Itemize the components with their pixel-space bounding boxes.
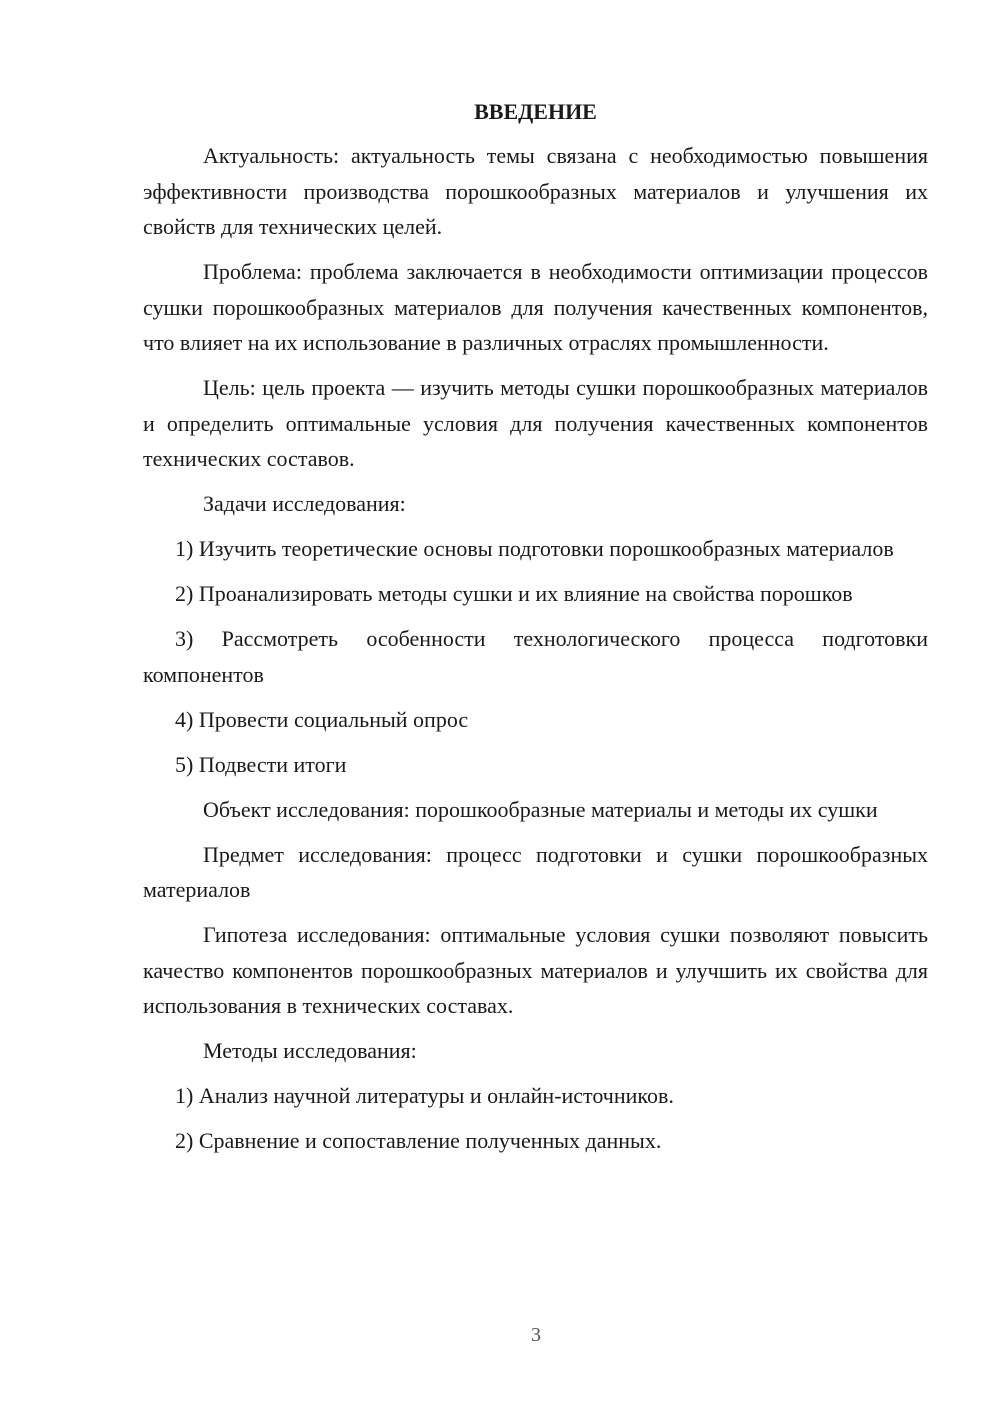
- task-item-1: 1) Изучить теоретические основы подготовки порошкообразных материалов: [175, 536, 894, 561]
- goal-paragraph: Цель: цель проекта — изучить методы сушки порошкообразных материалов и определить оптимальные условия для получения качественных компонентов технических составов.: [143, 375, 928, 471]
- page-number: 3: [531, 1324, 541, 1346]
- relevance-paragraph: Актуальность: актуальность темы связана с необходимостью повышения эффективности производства порошкообразных материалов и улучшения их свойств для технических целей.: [143, 143, 928, 239]
- method-item-2: 2) Сравнение и сопоставление полученных данных.: [175, 1128, 662, 1153]
- method-item-1: 1) Анализ научной литературы и онлайн-источников.: [175, 1083, 674, 1108]
- page-title: ВВЕДЕНИЕ: [474, 99, 597, 124]
- methods-heading: Методы исследования:: [203, 1038, 417, 1063]
- object-paragraph: Объект исследования: порошкообразные материалы и методы их сушки: [203, 796, 878, 822]
- document-page: [143, 94, 928, 1168]
- tasks-heading: Задачи исследования:: [203, 491, 406, 516]
- task-item-5: 5) Подвести итоги: [175, 751, 347, 777]
- task-item-2: 2) Проанализировать методы сушки и их влияние на свойства порошков: [175, 581, 853, 606]
- hypothesis-paragraph: Гипотеза исследования: оптимальные условия сушки позволяют повысить качество компонентов порошкообразных материалов и улучшить их свойства для использования в технических составах.: [143, 922, 928, 1018]
- problem-paragraph: Проблема: проблема заключается в необходимости оптимизации процессов сушки порошкообразных материалов для получения качественных компонентов, что влияет на их использование в различных отраслях промышленности.: [143, 259, 928, 355]
- task-item-4: 4) Провести социальный опрос: [175, 706, 469, 732]
- subject-paragraph: Предмет исследования: процесс подготовки и сушки порошкообразных материалов: [143, 841, 928, 902]
- task-item-3: 3) Рассмотреть особенности технологического процесса подготовки компонентов: [143, 626, 928, 687]
